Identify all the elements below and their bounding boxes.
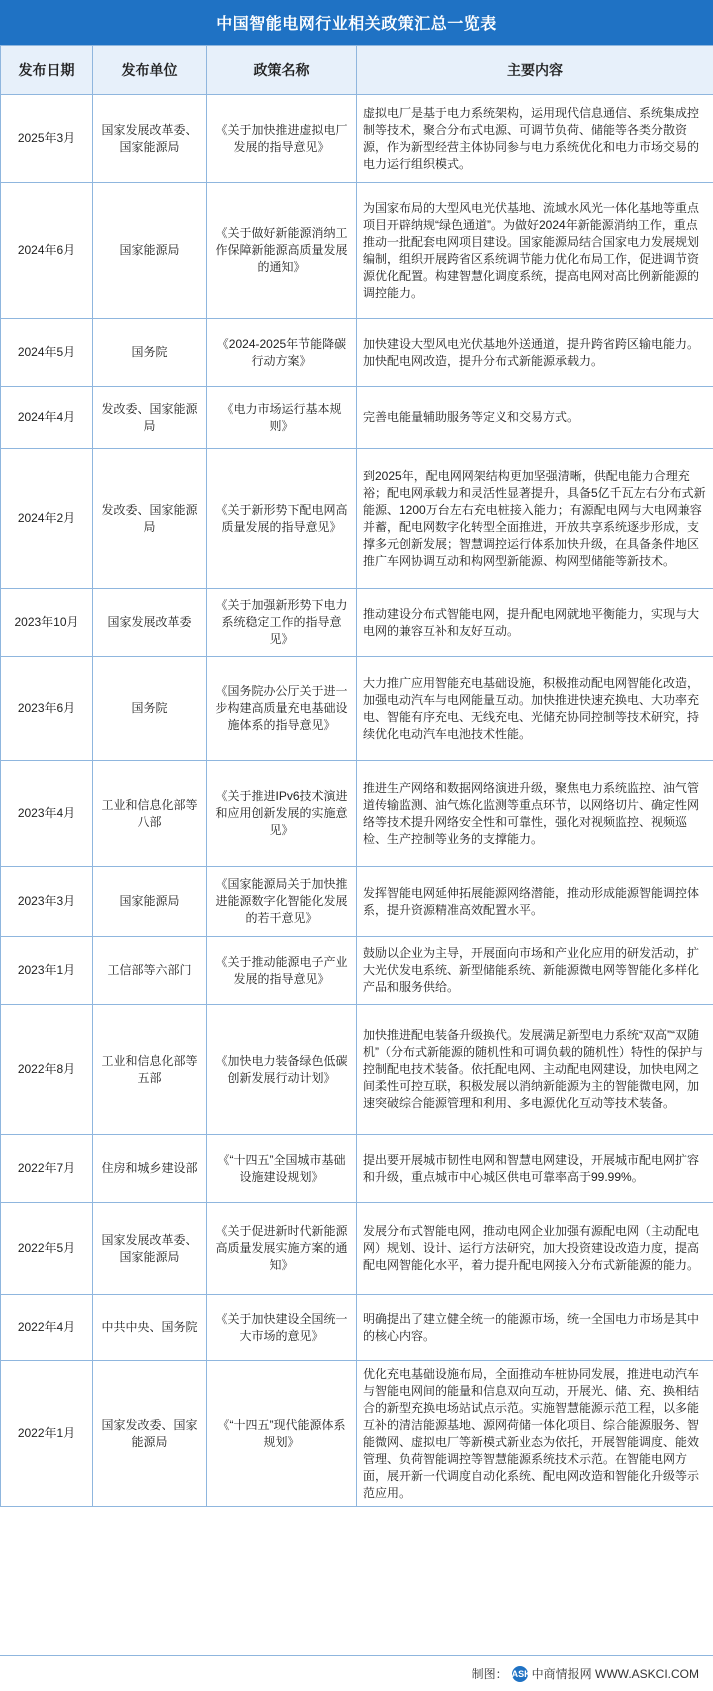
cell-content: 鼓励以企业为主导，开展面向市场和产业化应用的研发活动，扩大光伏发电系统、新型储能系统、新能源微电网等智能化多样化产品和服务供给。	[357, 937, 713, 1005]
cell-date: 2023年6月	[1, 657, 93, 761]
cell-content: 推进生产网络和数据网络演进升级，聚焦电力系统监控、油气管道传输监测、油气炼化监测等重点环节，以网络切片、确定性网络等技术提升网络安全性和可靠性，强化对视频监控、视频巡检、生产控制等业务的支撑能力。	[357, 761, 713, 867]
cell-unit: 住房和城乡建设部	[93, 1135, 207, 1203]
cell-policy-name: 《2024-2025年节能降碳行动方案》	[207, 319, 357, 387]
cell-date: 2023年3月	[1, 867, 93, 937]
footer	[0, 1655, 713, 1691]
cell-policy-name: 《加快电力装备绿色低碳创新发展行动计划》	[207, 1005, 357, 1135]
cell-unit: 发改委、国家能源局	[93, 449, 207, 589]
header-date: 发布日期	[1, 46, 93, 95]
cell-content: 发挥智能电网延伸拓展能源网络潜能，推动形成能源智能调控体系，提升资源精准高效配置水平。	[357, 867, 713, 937]
cell-content: 加快建设大型风电光伏基地外送通道，提升跨省跨区输电能力。加快配电网改造，提升分布式新能源承载力。	[357, 319, 713, 387]
cell-policy-name: 《国务院办公厅关于进一步构建高质量充电基础设施体系的指导意见》	[207, 657, 357, 761]
page-title: 中国智能电网行业相关政策汇总一览表	[0, 0, 713, 45]
table-row	[1, 1005, 713, 1135]
header-content: 主要内容	[357, 46, 713, 95]
cell-date: 2023年4月	[1, 761, 93, 867]
cell-date: 2022年5月	[1, 1203, 93, 1295]
cell-content: 大力推广应用智能充电基础设施，积极推动配电网智能化改造，加强电动汽车与电网能量互动。加快推进快速充换电、大功率充电、智能有序充电、无线充电、光储充协同控制等技术研究，持续优化电动汽车电池技术性能。	[357, 657, 713, 761]
cell-unit: 工业和信息化部等八部	[93, 761, 207, 867]
cell-date: 2024年4月	[1, 387, 93, 449]
cell-date: 2023年1月	[1, 937, 93, 1005]
cell-policy-name: 《关于推进IPv6技术演进和应用创新发展的实施意见》	[207, 761, 357, 867]
cell-date: 2024年2月	[1, 449, 93, 589]
table-row	[1, 1361, 713, 1507]
cell-unit: 发改委、国家能源局	[93, 387, 207, 449]
cell-date: 2024年6月	[1, 183, 93, 319]
cell-policy-name: 《“十四五”现代能源体系规划》	[207, 1361, 357, 1507]
cell-policy-name: 《“十四五”全国城市基础设施建设规划》	[207, 1135, 357, 1203]
table-row	[1, 319, 713, 387]
cell-policy-name: 《关于促进新时代新能源高质量发展实施方案的通知》	[207, 1203, 357, 1295]
cell-unit: 国家发展改革委	[93, 589, 207, 657]
footer-label: 制图：	[471, 1667, 508, 1681]
header-row	[1, 46, 713, 95]
table-row	[1, 387, 713, 449]
table-row	[1, 449, 713, 589]
cell-unit: 国家能源局	[93, 867, 207, 937]
cell-date: 2023年10月	[1, 589, 93, 657]
cell-policy-name: 《关于加快建设全国统一大市场的意见》	[207, 1295, 357, 1361]
cell-policy-name: 《关于新形势下配电网高质量发展的指导意见》	[207, 449, 357, 589]
cell-unit: 国家能源局	[93, 183, 207, 319]
table-row	[1, 183, 713, 319]
cell-content: 优化充电基础设施布局，全面推动车桩协同发展，推进电动汽车与智能电网间的能量和信息双向互动，开展光、储、充、换相结合的新型充换电场站试点示范。实施智慧能源示范工程，以多能互补的清洁能源基地、源网荷储一体化项目、综合能源服务、智能微网、虚拟电厂等新模式新业态为依托，开展智能调度、能效管理、负荷智能调控等智慧能源系统技术示范。在智能电网方面，展开新一代调度自动化系统、配电网改造和智能化升级等示范应用。	[357, 1361, 713, 1507]
cell-content: 提出要开展城市韧性电网和智慧电网建设，开展城市配电网扩容和升级，重点城市中心城区供电可靠率高于99.99%。	[357, 1135, 713, 1203]
table-row	[1, 657, 713, 761]
cell-unit: 国家发改委、国家能源局	[93, 1361, 207, 1507]
cell-unit: 国务院	[93, 319, 207, 387]
cell-unit: 国务院	[93, 657, 207, 761]
cell-unit: 国家发展改革委、国家能源局	[93, 95, 207, 183]
cell-date: 2022年7月	[1, 1135, 93, 1203]
footer-source: 中商情报网 WWW.ASKCI.COM	[531, 1667, 699, 1681]
cell-content: 推动建设分布式智能电网，提升配电网就地平衡能力，实现与大电网的兼容互补和友好互动。	[357, 589, 713, 657]
cell-policy-name: 《国家能源局关于加快推进能源数字化智能化发展的若干意见》	[207, 867, 357, 937]
table-row	[1, 1135, 713, 1203]
header-unit: 发布单位	[93, 46, 207, 95]
cell-unit: 国家发展改革委、国家能源局	[93, 1203, 207, 1295]
cell-content: 明确提出了建立健全统一的能源市场，统一全国电力市场是其中的核心内容。	[357, 1295, 713, 1361]
table-row	[1, 761, 713, 867]
cell-date: 2022年1月	[1, 1361, 93, 1507]
cell-date: 2024年5月	[1, 319, 93, 387]
table-row	[1, 1203, 713, 1295]
cell-content: 虚拟电厂是基于电力系统架构，运用现代信息通信、系统集成控制等技术，聚合分布式电源、可调节负荷、储能等各类分散资源，作为新型经营主体协同参与电力系统优化和电力市场交易的电力运行组织模式。	[357, 95, 713, 183]
cell-unit: 中共中央、国务院	[93, 1295, 207, 1361]
cell-unit: 工信部等六部门	[93, 937, 207, 1005]
table-row	[1, 589, 713, 657]
cell-policy-name: 《关于推动能源电子产业发展的指导意见》	[207, 937, 357, 1005]
cell-content: 为国家布局的大型风电光伏基地、流域水风光一体化基地等重点项目开辟纳规“绿色通道”。为做好2024年新能源消纳工作，重点推动一批配套电网项目建设。国家能源局结合国家电力发展规划编制，组织开展跨省区系统调节能力优化布局工作，促进调节资源优化配置。构建智慧化调度系统，提高电网对高比例新能源的调控能力。	[357, 183, 713, 319]
cell-date: 2022年8月	[1, 1005, 93, 1135]
table-row	[1, 867, 713, 937]
cell-policy-name: 《关于加快推进虚拟电厂发展的指导意见》	[207, 95, 357, 183]
askci-logo-icon: ASKCI	[512, 1666, 528, 1682]
cell-policy-name: 《关于做好新能源消纳工作保障新能源高质量发展的通知》	[207, 183, 357, 319]
cell-content: 发展分布式智能电网，推动电网企业加强有源配电网（主动配电网）规划、设计、运行方法研究，加大投资建设改造力度，提高配电网智能化水平，着力提升配电网接入分布式新能源的能力。	[357, 1203, 713, 1295]
cell-policy-name: 《电力市场运行基本规则》	[207, 387, 357, 449]
policy-table	[0, 45, 713, 1507]
cell-content: 完善电能量辅助服务等定义和交易方式。	[357, 387, 713, 449]
header-name: 政策名称	[207, 46, 357, 95]
cell-content: 加快推进配电装备升级换代。发展满足新型电力系统“双高”“双随机”（分布式新能源的随机性和可调负载的随机性）特性的保护与控制配电技术装备。依托配电网、主动配电网建设，加快电网之间柔性可控互联，积极发展以消纳新能源为主的智能微电网，加速突破综合能源管理和利用、多电源优化互动等技术装备。	[357, 1005, 713, 1135]
table-row	[1, 95, 713, 183]
table-row	[1, 937, 713, 1005]
cell-date: 2022年4月	[1, 1295, 93, 1361]
cell-unit: 工业和信息化部等五部	[93, 1005, 207, 1135]
cell-date: 2025年3月	[1, 95, 93, 183]
table-row	[1, 1295, 713, 1361]
cell-content: 到2025年，配电网网架结构更加坚强清晰，供配电能力合理充裕；配电网承载力和灵活性显著提升，具备5亿千瓦左右分布式新能源、1200万台左右充电桩接入能力；有源配电网与大电网兼容并蓄，配电网数字化转型全面推进，开放共享系统逐步形成，支撑多元创新发展；智慧调控运行体系加快升级，在具备条件地区推广车网协调互动和构网型新能源、构网型储能等新技术。	[357, 449, 713, 589]
table-body	[1, 95, 713, 1507]
cell-policy-name: 《关于加强新形势下电力系统稳定工作的指导意见》	[207, 589, 357, 657]
